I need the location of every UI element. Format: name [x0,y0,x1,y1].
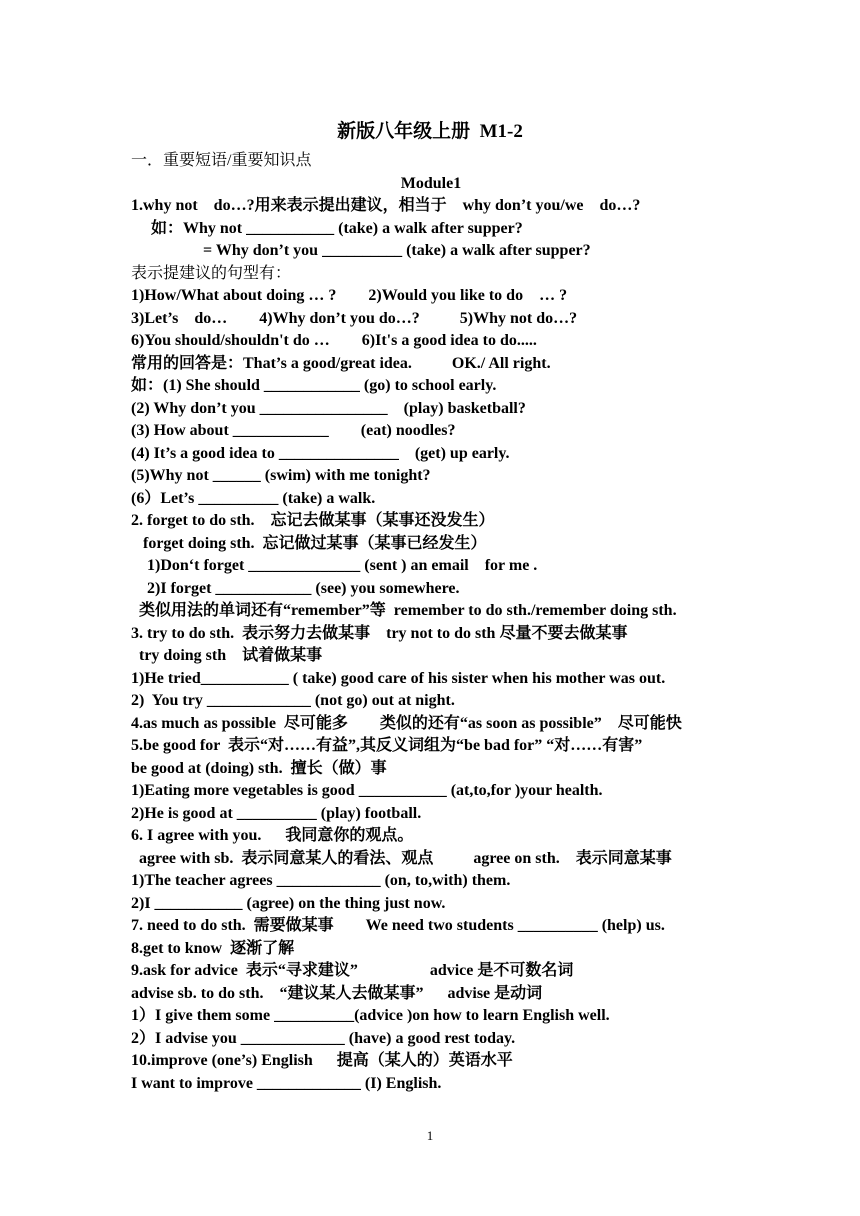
text-line: 类似用法的单词还有“remember”等 remember to do sth./remember doing sth. [131,602,677,619]
text-line: 3)Let’s do… 4)Why don’t you do…? 5)Why not do…? [131,309,578,327]
module-heading: Module1 [400,174,462,192]
text-line: (6）Let’s __________ (take) a walk. [131,489,376,507]
text-line: 1)He tried___________ ( take) good care of his sister when his mother was out. [131,669,666,687]
text-line: (2) Why don’t you ________________ (play) basketball? [131,399,526,417]
text-line: be good at (doing) sth. 擅长（做）事 [131,759,387,777]
text-line: 1)Eating more vegetables is good ___________ (at,to,for )your health. [131,782,603,799]
text-line: 2) You try _____________ (not go) out at night. [131,692,455,709]
text-line: 1）I give them some __________(advice )on how to learn English well. [131,1007,610,1024]
text-line: (3) How about ____________ (eat) noodles? [131,422,456,439]
text-line: 7. need to do sth. 需要做某事 We need two students __________ (help) us. [131,917,665,934]
text-line: 10.improve (one’s) English 提高（某人的）英语水平 [131,1052,513,1069]
text-line: 2）I advise you _____________ (have) a good rest today. [131,1029,516,1047]
text-line: 1)The teacher agrees _____________ (on, to,with) them. [131,872,511,889]
text-line: 如：Why not ___________ (take) a walk after supper? [131,219,523,237]
text-line: 2)He is good at __________ (play) football. [131,804,422,822]
text-line: I want to improve _____________ (I) English. [131,1074,442,1092]
text-line: (5)Why not ______ (swim) with me tonight? [131,467,431,484]
text-line: 8.get to know 逐渐了解 [131,939,295,957]
text-line: advise sb. to do sth. “建议某人去做某事” advise 是动词 [131,984,543,1002]
text-line: try doing sth 试着做某事 [131,647,323,664]
text-line: 6)You should/shouldn't do … 6)It's a good idea to do..... [131,332,537,349]
text-line: 2)I ___________ (agree) on the thing just now. [131,894,446,912]
text-line: agree with sb. 表示同意某人的看法、观点 agree on sth. 表示同意某事 [131,849,672,867]
text-line: 2. forget to do sth. 忘记去做某事（某事还没发生） [131,512,495,529]
text-line: 1)Don‘t forget ______________ (sent ) an email for me . [131,557,538,574]
text-line: 常用的回答是：That’s a good/great idea. OK./ All right. [131,354,551,372]
text-line: forget doing sth. 忘记做过某事（某事已经发生） [131,534,487,552]
text-line: 1.why not do…?用来表示提出建议，相当于 why don’t you/we do…? [131,197,641,214]
text-line: 1)How/What about doing … ? 2)Would you like to do … ? [131,287,568,304]
text-line: 2)I forget ____________ (see) you somewhere. [131,579,460,597]
text-line: 4.as much as possible 尽可能多 类似的还有“as soon as possible” 尽可能快 [131,714,682,732]
page-number: 1 [426,1128,434,1143]
text-line: 3. try to do sth. 表示努力去做某事 try not to do sth 尽量不要去做某事 [131,624,628,642]
document-title: 新版八年级上册 M1-2 [337,121,523,142]
text-line: 表示提建议的句型有： [131,264,292,282]
document-body [131,150,831,1095]
section-heading: 一．重要短语/重要知识点 [131,152,312,169]
text-line: 6. I agree with you. 我同意你的观点。 [131,827,414,844]
text-line: (4) It’s a good idea to _______________ (get) up early. [131,444,510,462]
text-line: 如：(1) She should ____________ (go) to school early. [131,377,497,394]
text-line: 5.be good for 表示“对……有益”,其反义词组为“be bad for” “对……有害” [131,737,643,754]
text-line: = Why don’t you __________ (take) a walk after supper? [131,242,591,259]
text-line: 9.ask for advice 表示“寻求建议” advice 是不可数名词 [131,962,574,979]
